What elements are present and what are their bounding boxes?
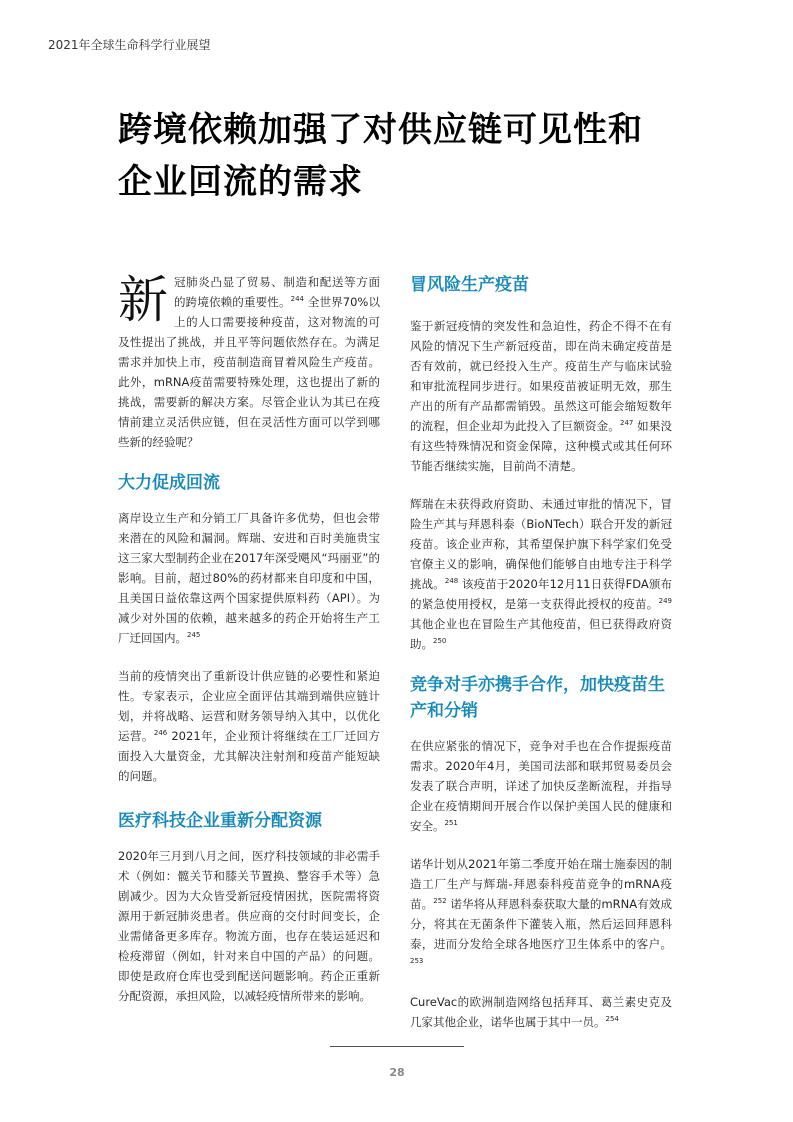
paragraph-text: 2020年三月到八月之间，医疗科技领域的非必需手术（例如：髋关节和膝关节置换、整容手术等）急剧减少。因为大众皆受新冠疫情困扰，医院需将资源用于新冠肺炎患者。供应商的交付时间变长，企业需储备更多库存。物流方面，也存在装运延迟和检疫滞留（例如，针对来自中国的产品）的问题。即使是政府仓库也受到配送问题影响。药企正重新分配资源，承担风险，以减轻疫情所带来的影响。 [118, 849, 380, 1003]
paragraph-text: 离岸设立生产和分销工厂具备许多优势，但也会带来潜在的风险和漏洞。辉瑞、安进和百时美施贵宝这三家大型制药企业在2017年深受飓风“玛丽亚”的影响。目前，超过80%的药材都来自印度和中国，且美国日益依靠这两个国家提供原料药（API）。为减少对外国的依赖，越来越多的药企开始将生产工厂迁回国内。 [118, 511, 380, 645]
page-title-line2: 企业回流的需求 [118, 162, 363, 202]
section-heading-reshoring: 大力促成回流 [118, 473, 220, 493]
right-column [410, 272, 672, 1050]
paragraph-text: 该疫苗于2020年12月11日获得FDA颁布的紧急使用授权，是第一支获得此授权的疫苗。 [410, 577, 673, 611]
paragraph [118, 508, 380, 648]
page-number: 28 [389, 1066, 405, 1079]
paragraph [118, 666, 380, 786]
paragraph-text: 2021年，企业预计将继续在工厂迁回方面投入大量资金，尤其解决注射剂和疫苗产能短缺的问题。 [118, 729, 380, 783]
footnote-ref: 246 [153, 729, 168, 738]
section-heading-at-risk: 冒风险生产疫苗 [410, 275, 529, 295]
paragraph-text: 如果没有这些特殊情况和资金保障，这种模式或其任何环节能否继续实施，目前尚不清楚。 [410, 419, 673, 473]
intro-text-2: 全世界70%以上的人口需要接种疫苗，这对物流的可及性提出了挑战，并且平等问题依然存在。为满足需求并加快上市，疫苗制造商冒着风险生产疫苗。此外，mRNA疫苗需要特殊处理，这也提出了新的挑战，需要新的解决方案。尽管企业认为其已在疫情前建立灵活供应链，但在灵活性方面可以学到哪些新的经验呢？ [118, 295, 381, 449]
footnote-ref: 253 [410, 957, 424, 966]
footnote-ref: 252 [433, 897, 447, 906]
paragraph-text: 当前的疫情突出了重新设计供应链的必要性和紧迫性。专家表示，企业应全面评估其端到端供应链计划，并将战略、运营和财务领导纳入其中，以优化运营。 [118, 669, 380, 743]
paragraph-text: CureVac的欧洲制造网络包括拜耳、葛兰素史克及几家其他企业，诺华也属于其中一员。 [410, 995, 672, 1029]
footnote-ref: 245 [187, 631, 201, 640]
paragraph [118, 846, 380, 1006]
paragraph [410, 494, 672, 654]
intro-paragraph [118, 272, 380, 452]
paragraph-text: 诺华将从拜恩科泰获取大量的mRNA有效成分，将其在无菌条件下灌装入瓶，然后运回拜恩科泰，进而分发给全球各地医疗卫生体系中的客户。 [410, 897, 672, 951]
paragraph-text: 鉴于新冠疫情的突发性和急迫性，药企不得不在有风险的情况下生产新冠疫苗，即在尚未确定疫苗是否有效前，就已经投入生产。疫苗生产与临床试验和审批流程同步进行。如果疫苗被证明无效，那生产出的所有产品都需销毁。虽然这可能会缩短数年的流程，但企业却为此投入了巨额资金。 [410, 319, 672, 433]
paragraph-text: 在供应紧张的情况下，竞争对手也在合作提振疫苗需求。2020年4月，美国司法部和联邦贸易委员会发表了联合声明，详述了加快反垄断流程，并指导企业在疫情期间开展合作以保护美国人民的健康和安全。 [410, 739, 672, 833]
footnote-ref: 251 [444, 819, 458, 828]
footnote-ref: 247 [619, 419, 634, 428]
footnote-ref: 254 [605, 1015, 619, 1024]
footnote-ref: 244 [290, 295, 304, 304]
intro-text: 冠肺炎凸显了贸易、制造和配送等方面的跨境依赖的重要性。 [174, 275, 380, 309]
paragraph-text: 辉瑞在未获得政府资助、未通过审批的情况下，冒险生产其与拜恩科泰（BioNTech）联合开发的新冠疫苗。该企业声称，其希望保护旗下科学家们免受官僚主义的影响，确保他们能够自由地专注于科学挑战。 [410, 497, 672, 591]
paragraph [410, 316, 672, 476]
paragraph [410, 736, 672, 836]
paragraph-text: 其他企业也在冒险生产其他疫苗，但已获得政府资助。 [410, 617, 672, 651]
running-header: 2021年全球生命科学行业展望 [48, 38, 211, 52]
drop-cap: 新 [118, 271, 168, 329]
footnote-ref: 249 [658, 597, 672, 606]
section-heading-medtech: 医疗科技企业重新分配资源 [118, 811, 322, 831]
paragraph [410, 854, 672, 974]
paragraph-text: 诺华计划从2021年第二季度开始在瑞士施泰因的制造工厂生产与辉瑞-拜恩泰科疫苗竞争的mRNA疫苗。 [410, 857, 672, 911]
section-heading-collaboration: 竞争对手亦携手合作，加快疫苗生产和分销 [410, 675, 665, 721]
left-column [118, 272, 380, 1024]
footnote-ref: 250 [433, 637, 447, 646]
paragraph [410, 992, 672, 1032]
page-title [118, 104, 718, 208]
footer-divider [330, 1046, 464, 1047]
footnote-ref: 248 [444, 577, 459, 586]
page-title-line1: 跨境依赖加强了对供应链可见性和 [118, 110, 643, 150]
